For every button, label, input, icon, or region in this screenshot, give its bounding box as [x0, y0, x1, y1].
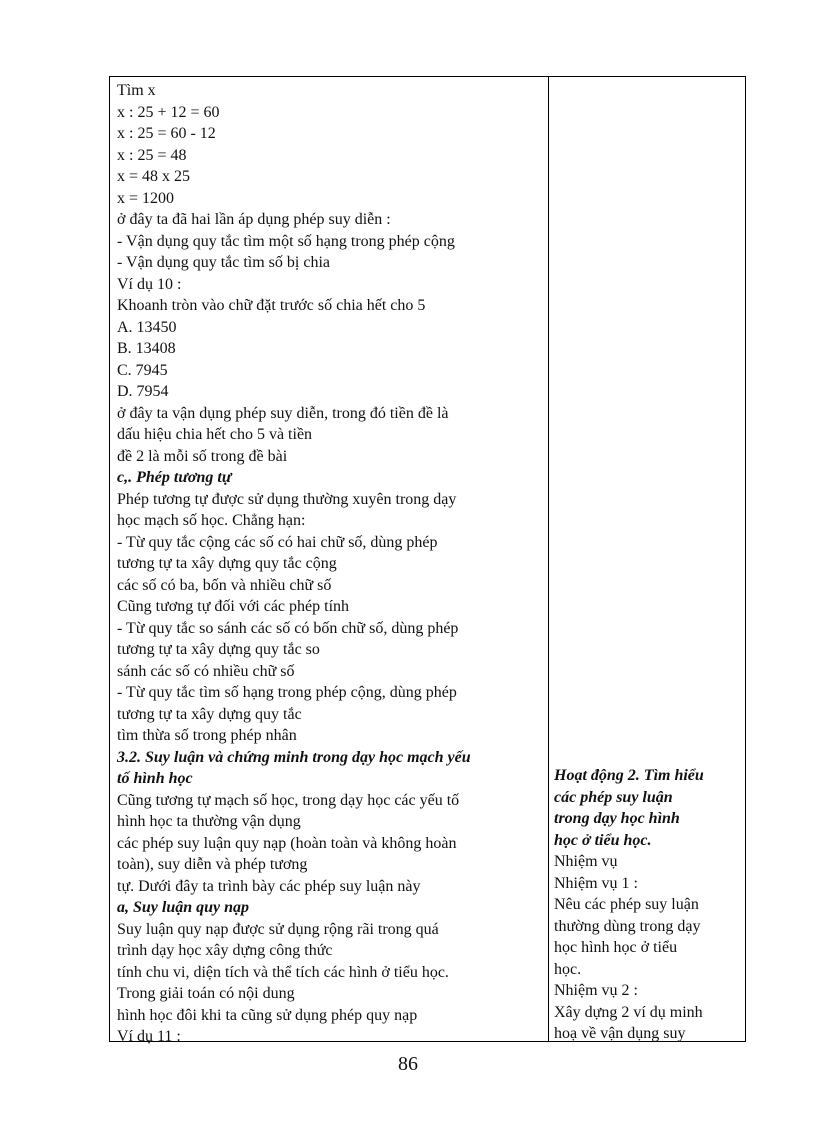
left-column-line: x : 25 = 60 - 12 [117, 125, 216, 142]
left-column-line: dấu hiệu chia hết cho 5 và tiền [117, 426, 313, 443]
left-column-line: c,. Phép tương tự [117, 469, 232, 486]
left-column-line: x : 25 + 12 = 60 [117, 103, 220, 121]
left-column-line: học mạch số học. Chẳng hạn: [117, 512, 306, 529]
right-column-line: Hoạt động 2. Tìm hiểu [554, 767, 704, 784]
right-column-line: Nhiệm vụ 1 : [554, 874, 638, 892]
left-column-line: 3.2. Suy luận và chứng minh trong dạy học mạch yếu [117, 748, 471, 766]
left-column [117, 80, 543, 1048]
right-column-line: học ở tiểu học. [554, 831, 652, 849]
left-column-line: tìm thừa số trong phép nhân [117, 727, 297, 744]
left-column-line: tính chu vi, diện tích và thể tích các hình ở tiểu học. [117, 963, 449, 981]
left-column-line: các số có ba, bốn và nhiều chữ số [117, 576, 332, 594]
column-divider [548, 77, 549, 1041]
left-column-line: Suy luận quy nạp được sử dụng rộng rãi trong quá [117, 920, 439, 938]
left-column-line: đề 2 là mỗi số trong đề bài [117, 447, 288, 465]
left-column-line: Ví dụ 10 : [117, 275, 182, 293]
right-column-line: học hình học ở tiểu [554, 939, 678, 956]
right-column-line: các phép suy luận [554, 788, 673, 806]
right-column [554, 765, 744, 1045]
right-column-line: Nhiệm vụ 2 : [554, 982, 638, 999]
left-column-line: tố hình học [117, 770, 193, 787]
left-column-line: B. 13408 [117, 340, 176, 357]
right-column-line: thường dùng trong dạy [554, 917, 701, 935]
left-column-line: - Từ quy tắc tìm số hạng trong phép cộng, dùng phép [117, 684, 457, 701]
left-column-line: các phép suy luận quy nạp (hoàn toàn và không hoàn [117, 834, 457, 852]
left-column-line: a, Suy luận quy nạp [117, 899, 250, 916]
right-column-line: hoạ về vận dụng suy [554, 1025, 686, 1042]
left-column-line: Cũng tương tự mạch số học, trong dạy học các yếu tố [117, 791, 460, 809]
content-table [109, 76, 746, 1045]
left-column-line: - Từ quy tắc cộng các số có hai chữ số, dùng phép [117, 533, 438, 551]
left-column-line: ở đây ta vận dụng phép suy diễn, trong đó tiền đề là [117, 404, 449, 422]
left-column-line: hình học ta thường vận dụng [117, 813, 301, 830]
left-column-line: tương tự ta xây dựng quy tắc [117, 705, 302, 723]
left-column-line: x = 1200 [117, 189, 175, 207]
left-column-line: ở đây ta đã hai lần áp dụng phép suy diễn : [117, 211, 391, 228]
left-column-line: x : 25 = 48 [117, 146, 187, 164]
left-column-line: toàn), suy diễn và phép tương [117, 856, 308, 873]
left-column-line: C. 7945 [117, 361, 168, 379]
left-column-line: tương tự ta xây dựng quy tắc so [117, 641, 320, 658]
left-column-line: Trong giải toán có nội dung [117, 985, 295, 1002]
left-column-line: hình học đôi khi ta cũng sử dụng phép quy nạp [117, 1006, 418, 1024]
left-column-line: x = 48 x 25 [117, 168, 191, 185]
left-column-line: Khoanh tròn vào chữ đặt trước số chia hết cho 5 [117, 297, 426, 314]
left-column-line: Tìm x [117, 82, 156, 99]
page-number: 86 [398, 1053, 418, 1075]
left-column-line: sánh các số có nhiều chữ số [117, 662, 295, 680]
right-column-line: Nhiệm vụ [554, 853, 618, 870]
left-column-line: D. 7954 [117, 383, 169, 400]
left-column-line: A. 13450 [117, 318, 177, 336]
right-column-line: Xây dựng 2 ví dụ minh [554, 1003, 703, 1021]
left-column-line: - Vận dụng quy tắc tìm một số hạng trong phép cộng [117, 232, 455, 250]
left-column-line: Ví dụ 11 : [117, 1028, 181, 1045]
left-column-line: Cũng tương tự đối với các phép tính [117, 598, 350, 615]
right-column-line: Nêu các phép suy luận [554, 896, 699, 913]
left-column-line: - Từ quy tắc so sánh các số có bốn chữ số, dùng phép [117, 619, 459, 637]
left-column-line: Phép tương tự được sử dụng thường xuyên trong dạy [117, 490, 457, 508]
left-column-line: trình dạy học xây dựng công thức [117, 942, 333, 959]
right-column-line: học. [554, 960, 582, 978]
left-column-line: tương tự ta xây dựng quy tắc cộng [117, 555, 337, 572]
left-column-line: tự. Dưới đây ta trình bày các phép suy luận này [117, 877, 421, 895]
right-column-line: trong dạy học hình [554, 810, 680, 827]
left-column-line: - Vận dụng quy tắc tìm số bị chia [117, 254, 330, 271]
